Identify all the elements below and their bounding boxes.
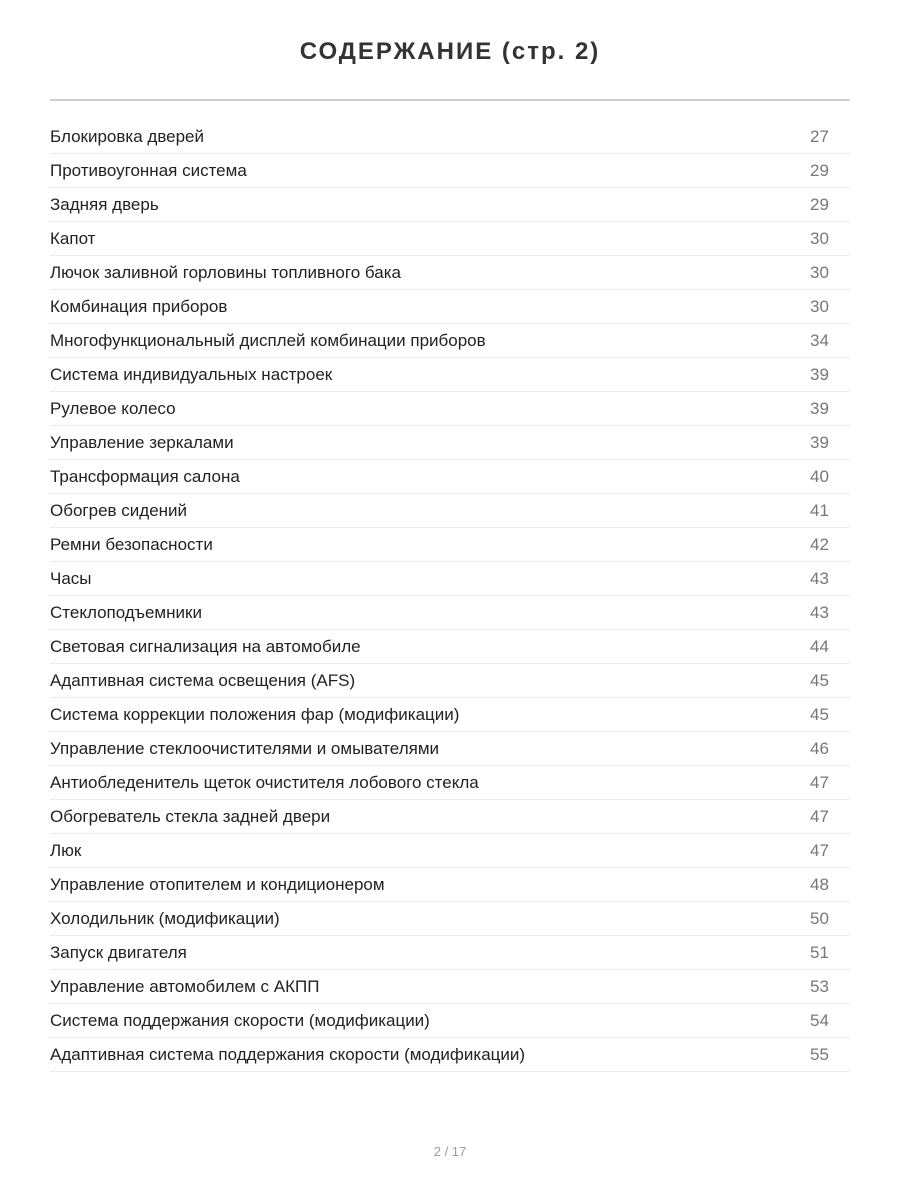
toc-entry-page: 51 (810, 942, 829, 962)
toc-entry-page: 42 (810, 534, 829, 554)
toc-entry-page: 41 (810, 500, 829, 520)
toc-row[interactable] (50, 494, 850, 528)
toc-entry-page: 30 (810, 228, 829, 248)
toc-entry-page: 30 (810, 296, 829, 316)
toc-row[interactable] (50, 1004, 850, 1038)
toc-row[interactable] (50, 460, 850, 494)
toc-entry-page: 44 (810, 636, 829, 656)
toc-entry-label: Световая сигнализация на автомобиле (50, 636, 361, 656)
toc-entry-label: Обогреватель стекла задней двери (50, 806, 331, 826)
toc-list (50, 120, 850, 1072)
toc-row[interactable] (50, 256, 850, 290)
toc-entry-page: 50 (810, 908, 829, 928)
toc-entry-page: 47 (810, 840, 829, 860)
toc-row[interactable] (50, 290, 850, 324)
page-indicator: 2 / 17 (433, 1144, 467, 1159)
toc-row[interactable] (50, 732, 850, 766)
toc-entry-page: 40 (810, 466, 829, 486)
page-title: СОДЕРЖАНИЕ (стр. 2) (299, 38, 601, 65)
toc-entry-label: Холодильник (модификации) (50, 908, 280, 928)
toc-entry-label: Люк (50, 840, 82, 860)
toc-entry-page: 55 (810, 1044, 829, 1064)
toc-row[interactable] (50, 528, 850, 562)
toc-row[interactable] (50, 698, 850, 732)
toc-row[interactable] (50, 562, 850, 596)
toc-row[interactable] (50, 664, 850, 698)
toc-entry-label: Блокировка дверей (50, 126, 205, 146)
toc-row[interactable] (50, 392, 850, 426)
toc-row[interactable] (50, 834, 850, 868)
toc-entry-label: Управление зеркалами (50, 432, 234, 452)
toc-entry-page: 27 (810, 126, 829, 146)
toc-entry-label: Часы (50, 568, 92, 588)
toc-entry-label: Адаптивная система поддержания скорости (модификации) (50, 1044, 526, 1064)
toc-entry-page: 39 (810, 432, 829, 452)
toc-row[interactable] (50, 188, 850, 222)
toc-entry-label: Антиобледенитель щеток очистителя лобового стекла (50, 772, 479, 792)
toc-entry-page: 43 (810, 568, 829, 588)
toc-entry-page: 45 (810, 704, 829, 724)
title-divider (50, 99, 850, 101)
toc-entry-label: Ремни безопасности (50, 534, 213, 554)
toc-entry-label: Многофункциональный дисплей комбинации приборов (50, 330, 486, 350)
toc-row[interactable] (50, 222, 850, 256)
toc-entry-page: 34 (810, 330, 829, 350)
toc-entry-page: 45 (810, 670, 829, 690)
toc-entry-page: 47 (810, 806, 829, 826)
toc-entry-page: 39 (810, 398, 829, 418)
toc-entry-label: Адаптивная система освещения (AFS) (50, 670, 356, 690)
toc-entry-label: Система индивидуальных настроек (50, 364, 333, 384)
toc-row[interactable] (50, 970, 850, 1004)
toc-entry-page: 29 (810, 160, 829, 180)
toc-row[interactable] (50, 800, 850, 834)
toc-entry-label: Комбинация приборов (50, 296, 228, 316)
toc-row[interactable] (50, 902, 850, 936)
toc-entry-label: Система поддержания скорости (модификации) (50, 1010, 430, 1030)
toc-row[interactable] (50, 868, 850, 902)
toc-entry-page: 30 (810, 262, 829, 282)
toc-row[interactable] (50, 426, 850, 460)
toc-entry-page: 47 (810, 772, 829, 792)
toc-entry-label: Обогрев сидений (50, 500, 188, 520)
toc-entry-label: Рулевое колесо (50, 398, 176, 418)
toc-entry-label: Стеклоподъемники (50, 602, 202, 622)
toc-row[interactable] (50, 1038, 850, 1072)
toc-entry-label: Запуск двигателя (50, 942, 187, 962)
toc-entry-label: Капот (50, 228, 96, 248)
toc-entry-page: 46 (810, 738, 829, 758)
toc-entry-page: 39 (810, 364, 829, 384)
toc-row[interactable] (50, 630, 850, 664)
toc-entry-label: Противоугонная система (50, 160, 247, 180)
toc-row[interactable] (50, 120, 850, 154)
toc-entry-label: Задняя дверь (50, 194, 159, 214)
toc-row[interactable] (50, 936, 850, 970)
toc-row[interactable] (50, 154, 850, 188)
toc-entry-label: Трансформация салона (50, 466, 240, 486)
toc-entry-label: Управление автомобилем с АКПП (50, 976, 320, 996)
toc-entry-label: Управление отопителем и кондиционером (50, 874, 385, 894)
toc-entry-page: 43 (810, 602, 829, 622)
toc-row[interactable] (50, 596, 850, 630)
toc-row[interactable] (50, 766, 850, 800)
toc-row[interactable] (50, 358, 850, 392)
toc-entry-label: Лючок заливной горловины топливного бака (50, 262, 401, 282)
toc-entry-page: 29 (810, 194, 829, 214)
toc-entry-page: 48 (810, 874, 829, 894)
toc-entry-page: 53 (810, 976, 829, 996)
toc-entry-label: Управление стеклоочистителями и омывателями (50, 738, 439, 758)
toc-entry-page: 54 (810, 1010, 829, 1030)
toc-row[interactable] (50, 324, 850, 358)
toc-entry-label: Система коррекции положения фар (модификации) (50, 704, 460, 724)
